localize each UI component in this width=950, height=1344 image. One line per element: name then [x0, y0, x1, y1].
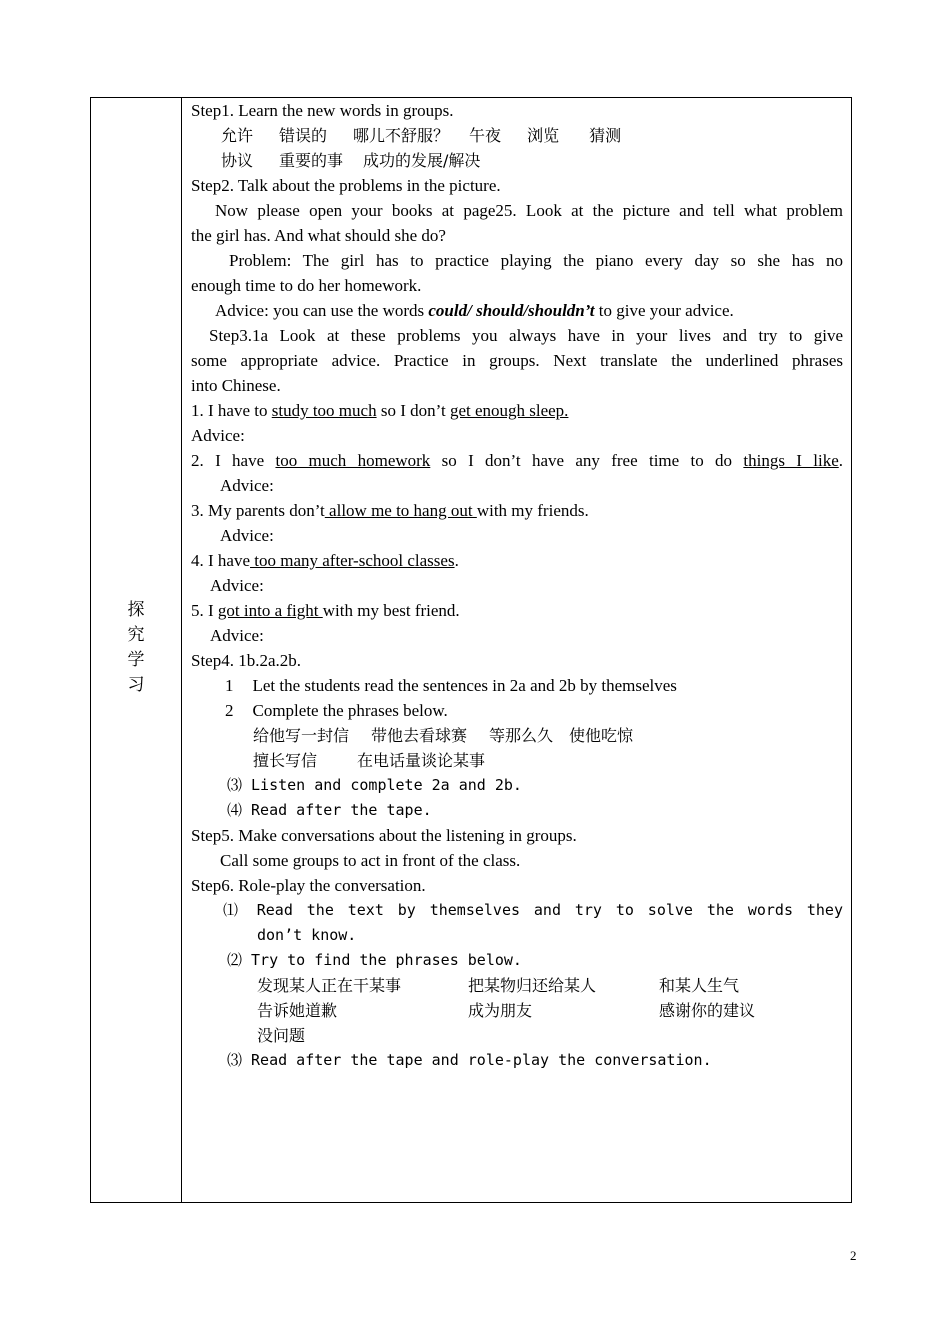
- text: 1. I have to: [191, 401, 272, 420]
- vocab-word: 哪儿不舒服？: [353, 126, 450, 145]
- lesson-table: [90, 97, 852, 1203]
- underlined-phrase: things I like: [743, 451, 839, 470]
- section-label-cell: [91, 98, 182, 1202]
- step3-intro-line2: some appropriate advice. Practice in groups. Next translate the underlined phrases: [191, 351, 843, 370]
- problem-item-3: [191, 498, 843, 523]
- vocab-word: 成功的发展/解决: [363, 151, 481, 170]
- step2-title: Step2. Talk about the problems in the picture.: [191, 176, 501, 195]
- step6-substep-1-line1: ⑴ Read the text by themselves and try to solve the words they: [223, 901, 843, 919]
- step6-phrases-row2: [191, 998, 843, 1023]
- problem-item-4: [191, 548, 843, 573]
- text: 5. I: [191, 601, 218, 620]
- section-label-char: 学: [127, 650, 145, 670]
- phrase: 使他吃惊: [569, 726, 634, 745]
- page-number: 2: [850, 1248, 857, 1263]
- text: so I don’t have any free time to do: [430, 451, 744, 470]
- substep-number: 2: [225, 701, 234, 720]
- step4-substep-2: [191, 698, 843, 723]
- vocab-word: 午夜: [469, 126, 502, 145]
- phrase: 和某人生气: [659, 976, 740, 995]
- step5-line2: Call some groups to act in front of the class.: [220, 851, 521, 870]
- advice-text: to give your advice.: [594, 301, 734, 320]
- vocab-word: 协议: [221, 151, 254, 170]
- vocab-word: 允许: [221, 126, 254, 145]
- step2-instruction-line2: the girl has. And what should she do?: [191, 226, 446, 245]
- section-label-char: 究: [127, 625, 145, 645]
- step1-vocab-row1: [191, 123, 843, 148]
- step2-problem-line2: enough time to do her homework.: [191, 276, 422, 295]
- text: 2. I have: [191, 451, 276, 470]
- step2-instruction-line1: Now please open your books at page25. Look at the picture and tell what problem: [215, 201, 843, 220]
- advice-label: Advice:: [210, 576, 264, 595]
- vocab-word: 猜测: [589, 126, 622, 145]
- step4-substep-1: [191, 673, 843, 698]
- step5-title: Step5. Make conversations about the listening in groups.: [191, 826, 577, 845]
- advice-label: Advice:: [220, 476, 274, 495]
- step6-substep-1-line2: don’t know.: [257, 926, 357, 944]
- phrase: 发现某人正在干某事: [257, 976, 402, 995]
- step2-problem-line1: Problem: The girl has to practice playing the piano every day so she has no: [229, 251, 843, 270]
- substep-number: 1: [225, 676, 234, 695]
- phrase: 成为朋友: [468, 1001, 533, 1020]
- step1-vocab-row2: [191, 148, 843, 173]
- step3-intro-line3: into Chinese.: [191, 376, 281, 395]
- step1-title: Step1. Learn the new words in groups.: [191, 101, 454, 120]
- problem-item-1: [191, 398, 843, 423]
- advice-modal-words: could/ should/shouldn’t: [428, 301, 595, 320]
- step2-advice: [191, 298, 843, 323]
- vocab-word: 浏览: [527, 126, 560, 145]
- underlined-phrase: too much homework: [275, 451, 431, 470]
- phrase: 擅长写信: [253, 751, 318, 770]
- advice-label: Advice:: [210, 626, 264, 645]
- phrase: 在电话量谈论某事: [357, 751, 486, 770]
- content-cell: [191, 98, 843, 1073]
- text: 3. My parents don’t: [191, 501, 325, 520]
- phrase: 感谢你的建议: [659, 1001, 756, 1020]
- text: with my best friend.: [322, 601, 460, 620]
- substep-text: Complete the phrases below.: [252, 701, 448, 720]
- step6-substep-3: ⑶ Read after the tape and role-play the conversation.: [227, 1051, 712, 1069]
- section-label-char: 探: [127, 600, 145, 620]
- step6-phrases-row1: [191, 973, 843, 998]
- vocab-word: 错误的: [279, 126, 328, 145]
- phrase: 带他去看球赛: [371, 726, 468, 745]
- advice-text: Advice: you can use the words: [215, 301, 429, 320]
- step3-intro-line1: Step3.1a Look at these problems you always have in your lives and try to give: [209, 326, 843, 345]
- underlined-phrase: get enough sleep.: [449, 401, 569, 420]
- step6-phrases-row3: 没问题: [257, 1026, 306, 1045]
- section-label-char: 习: [127, 675, 145, 695]
- underlined-phrase: allow me to hang out: [324, 501, 477, 520]
- text: with my friends.: [476, 501, 589, 520]
- text: 4. I have: [191, 551, 251, 570]
- problem-item-5: [191, 598, 843, 623]
- problem-item-2: [191, 448, 843, 473]
- step4-phrases-row1: [191, 723, 843, 748]
- substep-text: Let the students read the sentences in 2a and 2b by themselves: [252, 676, 677, 695]
- section-label: [125, 598, 147, 698]
- text: .: [838, 451, 843, 470]
- vocab-word: 重要的事: [279, 151, 344, 170]
- underlined-phrase: got into a fight: [217, 601, 323, 620]
- phrase: 给他写一封信: [253, 726, 350, 745]
- step4-phrases-row2: [191, 748, 843, 773]
- phrase: 等那么久: [489, 726, 554, 745]
- text: .: [454, 551, 459, 570]
- underlined-phrase: study too much: [271, 401, 377, 420]
- step4-title: Step4. 1b.2a.2b.: [191, 651, 302, 670]
- step4-substep-4: ⑷ Read after the tape.: [227, 801, 432, 819]
- advice-label: Advice:: [220, 526, 274, 545]
- phrase: 告诉她道歉: [257, 1001, 338, 1020]
- text: so I don’t: [376, 401, 450, 420]
- step6-substep-2: ⑵ Try to find the phrases below.: [227, 951, 522, 969]
- phrase: 把某物归还给某人: [468, 976, 597, 995]
- step6-title: Step6. Role-play the conversation.: [191, 876, 426, 895]
- advice-label: Advice:: [191, 426, 245, 445]
- underlined-phrase: too many after-school classes: [250, 551, 455, 570]
- step4-substep-3: ⑶ Listen and complete 2a and 2b.: [227, 776, 522, 794]
